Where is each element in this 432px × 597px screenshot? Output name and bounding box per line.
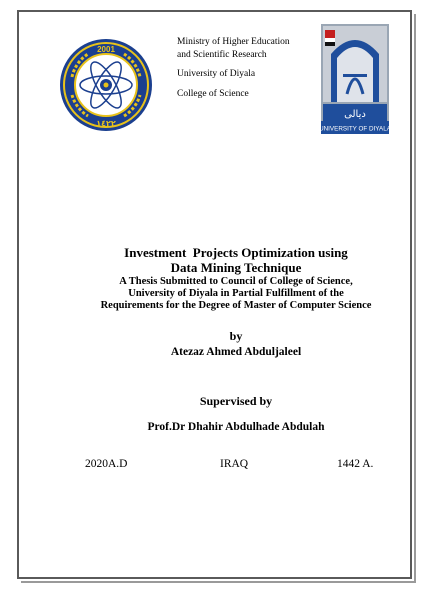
seal-year-top: 2001 [97,45,115,54]
svg-text:ديالى: ديالى [344,109,366,120]
supervisor-name: Prof.Dr Dhahir Abdulhade Abdulah [147,421,325,433]
subtitle-line3: Requirements for the Degree of Master of Computer Science [100,300,372,311]
footer-year-ad: 2020A.D [85,458,128,470]
university-seal-icon [58,37,154,133]
thesis-subtitle [60,276,412,312]
by-label: by [229,329,243,343]
seal-year-bottom: ١٤٢٢ [96,119,116,128]
supervised-label: Supervised by [199,394,273,408]
ministry-line2: and Scientific Research [177,50,267,60]
footer-year-ah: 1442 A. [337,458,374,470]
university-of-diyala-logo-icon [321,24,389,134]
title-line1: Investment Projects Optimization using [124,245,348,260]
ministry-line1: Ministry of Higher Education [177,37,290,47]
institution-block [177,36,317,108]
title-line2: Data Mining Technique [170,260,302,275]
logo-caption: UNIVERSITY OF DIYALA [321,125,389,133]
thesis-title [60,245,412,275]
subtitle-line1: A Thesis Submitted to Council of College of Science, [119,276,353,287]
footer-country: IRAQ [220,458,249,470]
university-name: University of Diyala [177,69,256,79]
college-name: College of Science [177,89,249,99]
subtitle-line2: University of Diyala in Partial Fulfillment of the [128,288,344,299]
author-name: Atezaz Ahmed Abduljaleel [170,346,302,358]
